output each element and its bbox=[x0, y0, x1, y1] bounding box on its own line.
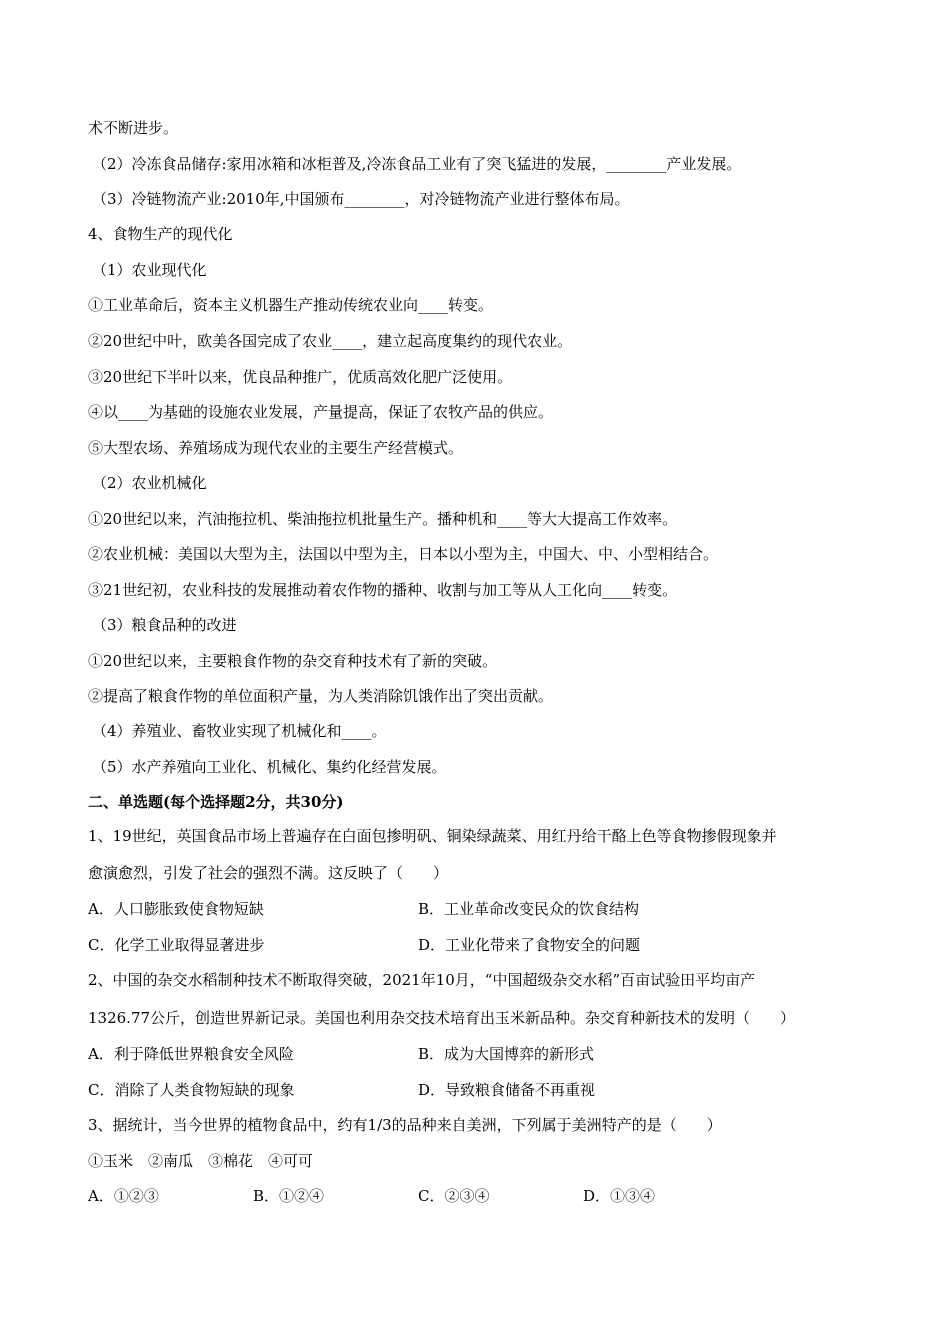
text-line: （3）冷链物流产业:2010年,中国颁布________，对冷链物流产业进行整体布局。 bbox=[92, 190, 630, 208]
text-line: ①20世纪以来，汽油拖拉机、柴油拖拉机批量生产。播种机和____等大大提高工作效率。 bbox=[88, 510, 678, 528]
text-line: ①工业革命后，资本主义机器生产推动传统农业向____转变。 bbox=[88, 296, 494, 314]
question-stem: 1326.77公斤，创造世界新记录。美国也利用杂交技术培育出玉米新品种。杂交育种新技术的发明（ ） bbox=[88, 1009, 796, 1027]
text-line: ②20世纪中叶，欧美各国完成了农业____，建立起高度集约的现代农业。 bbox=[88, 332, 573, 350]
option-c: C．消除了人类食物短缺的现象 bbox=[88, 1081, 295, 1099]
text-line: ③21世纪初，农业科技的发展推动着农作物的播种、收割与加工等从人工化向____转变。 bbox=[88, 581, 678, 599]
option-d: D．①③④ bbox=[583, 1187, 656, 1205]
option-a: A．人口膨胀致使食物短缺 bbox=[88, 900, 264, 918]
text-line: （5）水产养殖向工业化、机械化、集约化经营发展。 bbox=[92, 758, 447, 776]
text-line: ②提高了粮食作物的单位面积产量，为人类消除饥饿作出了突出贡献。 bbox=[88, 687, 554, 705]
option-b: B．①②④ bbox=[253, 1187, 325, 1205]
subsection-heading: （3）粮食品种的改进 bbox=[92, 616, 237, 634]
option-a: A．利于降低世界粮食安全风险 bbox=[88, 1045, 294, 1063]
text-line: ③20世纪下半叶以来，优良品种推广，优质高效化肥广泛使用。 bbox=[88, 368, 513, 386]
subsection-heading: （1）农业现代化 bbox=[92, 261, 207, 279]
section-heading: 4、食物生产的现代化 bbox=[88, 225, 233, 243]
option-c: C．②③④ bbox=[418, 1187, 490, 1205]
text-line: ④以____为基础的设施农业发展，产量提高，保证了农牧产品的供应。 bbox=[88, 403, 554, 421]
text-line: ①20世纪以来，主要粮食作物的杂交育种技术有了新的突破。 bbox=[88, 652, 498, 670]
option-a: A．①②③ bbox=[88, 1187, 159, 1205]
text-line: （2）冷冻食品储存:家用冰箱和冰柜普及,冷冻食品工业有了突飞猛进的发展，________产业发展。 bbox=[92, 155, 742, 173]
question-stem: 愈演愈烈，引发了社会的强烈不满。这反映了（ ） bbox=[88, 864, 449, 882]
text-line: 术不断进步。 bbox=[88, 119, 179, 137]
text-line: ②农业机械：美国以大型为主，法国以中型为主，日本以小型为主，中国大、中、小型相结合。 bbox=[88, 545, 719, 563]
subsection-heading: （2）农业机械化 bbox=[92, 474, 207, 492]
option-b: B．成为大国博弈的新形式 bbox=[418, 1045, 595, 1063]
question-stem: 1、19世纪，英国食品市场上普遍存在白面包掺明矾、铜染绿蔬菜、用红丹给干酪上色等食物掺假现象并 bbox=[88, 827, 777, 845]
option-d: D．导致粮食储备不再重视 bbox=[418, 1081, 596, 1099]
question-items: ①玉米 ②南瓜 ③棉花 ④可可 bbox=[88, 1152, 314, 1170]
option-c: C．化学工业取得显著进步 bbox=[88, 936, 265, 954]
section-heading: 二、单选题(每个选择题2分，共30分) bbox=[88, 793, 344, 811]
text-line: （4）养殖业、畜牧业实现了机械化和____。 bbox=[92, 722, 387, 740]
text-line: ⑤大型农场、养殖场成为现代农业的主要生产经营模式。 bbox=[88, 439, 464, 457]
option-d: D．工业化带来了食物安全的问题 bbox=[418, 936, 641, 954]
question-stem: 3、据统计，当今世界的植物食品中，约有1/3的品种来自美洲，下列属于美洲特产的是（ ） bbox=[88, 1116, 722, 1134]
option-b: B．工业革命改变民众的饮食结构 bbox=[418, 900, 640, 918]
question-stem: 2、中国的杂交水稻制种技术不断取得突破，2021年10月，“中国超级杂交水稻”百亩试验田平均亩产 bbox=[88, 971, 756, 989]
